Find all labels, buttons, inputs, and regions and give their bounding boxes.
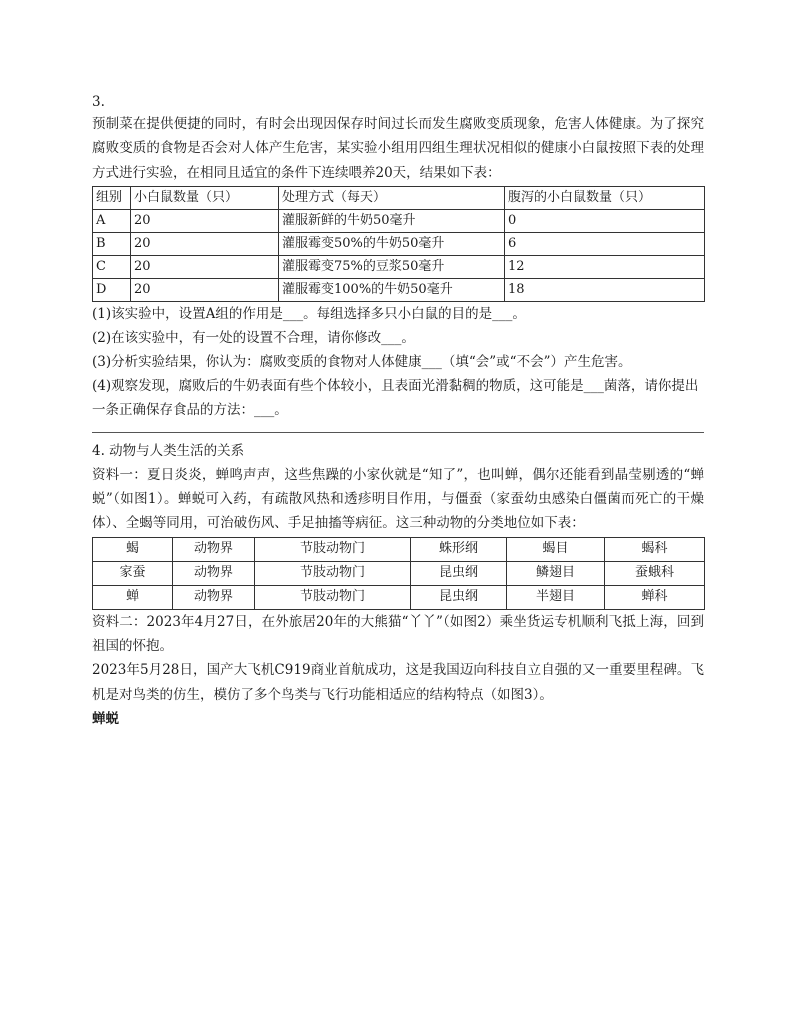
table-row bbox=[93, 278, 705, 301]
table-cell: 蝎 bbox=[93, 537, 173, 561]
question-3-sub-4: (4)观察发现，腐败后的牛奶表面有些个体较小，且表面光滑黏稠的物质，这可能是___菌落，请你提出一条正确保存食品的方法：___。 bbox=[92, 377, 699, 418]
header-cell: 处理方式（每天） bbox=[279, 186, 505, 209]
table-cell: 蚕蛾科 bbox=[605, 561, 705, 585]
table-cell: 节肢动物门 bbox=[255, 561, 411, 585]
table-row bbox=[93, 255, 705, 278]
table-cell: C bbox=[93, 255, 131, 278]
table-cell: 20 bbox=[131, 278, 279, 301]
table-cell: 蝎科 bbox=[605, 537, 705, 561]
question-4-title: 4. 动物与人类生活的关系 bbox=[92, 442, 245, 459]
table-cell: 灌服霉变75%的豆浆50毫升 bbox=[279, 255, 505, 278]
table-cell: 20 bbox=[131, 232, 279, 255]
table-cell: A bbox=[93, 209, 131, 232]
table-cell: 20 bbox=[131, 209, 279, 232]
table-cell: 昆虫纲 bbox=[411, 561, 507, 585]
table-cell: 6 bbox=[505, 232, 705, 255]
table-cell: 节肢动物门 bbox=[255, 537, 411, 561]
table-cell: 蝉科 bbox=[605, 585, 705, 609]
table-cell: B bbox=[93, 232, 131, 255]
header-cell: 小白鼠数量（只） bbox=[131, 186, 279, 209]
table-cell: 昆虫纲 bbox=[411, 585, 507, 609]
table-cell: 鳞翅目 bbox=[507, 561, 605, 585]
classification-table bbox=[92, 537, 705, 610]
table-cell: 蛛形纲 bbox=[411, 537, 507, 561]
document-page bbox=[92, 92, 704, 731]
section-divider bbox=[92, 432, 704, 433]
table-cell: D bbox=[93, 278, 131, 301]
question-4-material-3: 2023年5月28日，国产大飞机C919商业首航成功，这是我国迈向科技自立自强的又一重要里程碑。飞机是对鸟类的仿生，模仿了多个鸟类与飞行功能相适应的结构特点（如图3）。 bbox=[92, 662, 704, 703]
table-cell: 灌服霉变50%的牛奶50毫升 bbox=[279, 232, 505, 255]
table-row bbox=[93, 585, 705, 609]
table-cell: 家蚕 bbox=[93, 561, 173, 585]
question-3-sub-3: (3)分析实验结果，你认为：腐败变质的食物对人体健康___（填“会”或“不会”）产生危害。 bbox=[92, 353, 632, 370]
table-header-row bbox=[93, 186, 705, 209]
question-3-sub-2: (2)在该实验中，有一处的设置不合理，请你修改___。 bbox=[92, 329, 415, 346]
table-cell: 动物界 bbox=[173, 585, 255, 609]
table-cell: 半翅目 bbox=[507, 585, 605, 609]
question-3-intro: 预制菜在提供便捷的同时，有时会出现因保存时间过长而发生腐败变质现象，危害人体健康。为了探究腐败变质的食物是否会对人体产生危害，某实验小组用四组生理状况相似的健康小白鼠按照下表的处理方式进行实验，在相同且适宜的条件下连续喂养20天，结果如下表： bbox=[92, 116, 704, 181]
experiment-table bbox=[92, 186, 705, 302]
table-row bbox=[93, 537, 705, 561]
question-3-number: 3. bbox=[92, 94, 105, 110]
table-row bbox=[93, 561, 705, 585]
question-4-material-2: 资料二：2023年4月27日，在外旅居20年的大熊猫“丫丫”（如图2）乘坐货运专机顺利飞抵上海，回到祖国的怀抱。 bbox=[92, 613, 704, 655]
table-cell: 蝉 bbox=[93, 585, 173, 609]
table-cell: 20 bbox=[131, 255, 279, 278]
table-cell: 动物界 bbox=[173, 537, 255, 561]
header-cell: 腹泻的小白鼠数量（只） bbox=[505, 186, 705, 209]
table-cell: 0 bbox=[505, 209, 705, 232]
table-row bbox=[93, 232, 705, 255]
table-cell: 灌服新鲜的牛奶50毫升 bbox=[279, 209, 505, 232]
table-cell: 蝎目 bbox=[507, 537, 605, 561]
header-cell: 组别 bbox=[93, 186, 131, 209]
table-cell: 18 bbox=[505, 278, 705, 301]
table-cell: 节肢动物门 bbox=[255, 585, 411, 609]
table-cell: 动物界 bbox=[173, 561, 255, 585]
question-4-material-1: 资料一：夏日炎炎，蝉鸣声声，这些焦躁的小家伙就是“知了”，也叫蝉，偶尔还能看到晶莹剔透的“蝉蜕”（如图1）。蝉蜕可入药，有疏散风热和透疹明目作用，与僵蚕（家蚕幼虫感染白僵菌而死亡的干燥体）、全蝎等同用，可治破伤风、手足抽搐等病征。这三种动物的分类地位如下表： bbox=[92, 466, 704, 532]
figure-caption: 蝉蜕 bbox=[92, 710, 119, 727]
table-cell: 12 bbox=[505, 255, 705, 278]
table-row bbox=[93, 209, 705, 232]
table-cell: 灌服霉变100%的牛奶50毫升 bbox=[279, 278, 505, 301]
question-3-sub-1: (1)该实验中，设置A组的作用是___。每组选择多只小白鼠的目的是___。 bbox=[92, 305, 526, 322]
